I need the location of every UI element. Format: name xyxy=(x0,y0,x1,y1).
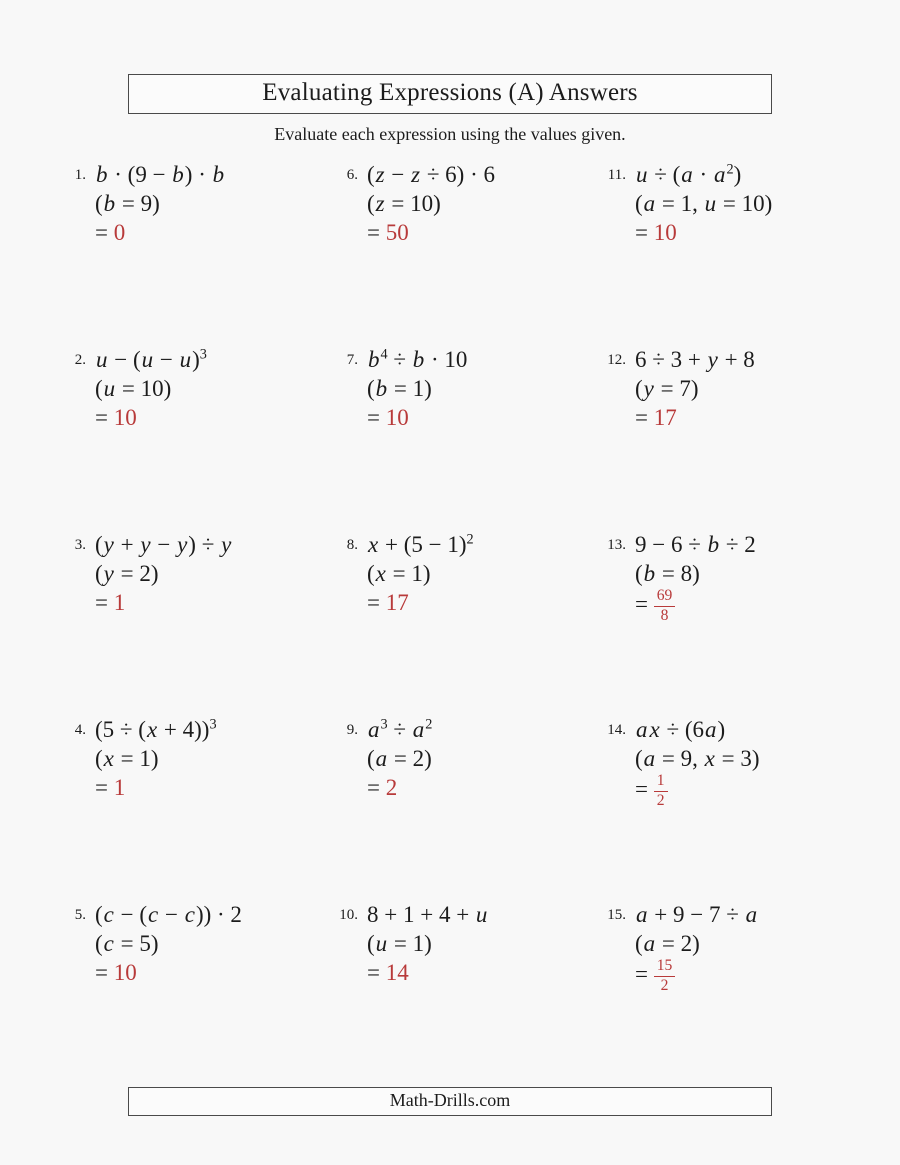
problem-item-6 xyxy=(328,160,596,345)
problems-grid xyxy=(56,160,868,1085)
problem-expression: 6 ÷ 3 + y + 8 xyxy=(635,347,755,372)
problem-given-values: (a = 1, u = 10) xyxy=(635,191,773,216)
problem-body xyxy=(95,530,232,617)
answer-value: 50 xyxy=(385,220,409,245)
problem-given-values: (b = 9) xyxy=(95,191,160,216)
answer-fraction: $\frac{15}{2}$ xyxy=(654,958,676,995)
problem-body xyxy=(367,530,474,617)
problem-item-8 xyxy=(328,530,596,715)
problem-body xyxy=(95,715,217,802)
problem-expression: 8 + 1 + 4 + u xyxy=(367,902,488,927)
problem-given-values: (x = 1) xyxy=(95,746,159,771)
problem-number: 13. xyxy=(607,537,626,553)
problem-expression: $u - (u - u)^3$ xyxy=(96,346,207,372)
problem-expression: (y + y − y) ÷ y xyxy=(95,532,232,557)
answer-value: 17 xyxy=(653,405,677,430)
answer-fraction: $\frac{69}{8}$ xyxy=(654,588,676,625)
problem-expression: $b^4 \div b \cdot 10$ xyxy=(368,346,468,372)
problem-expression: 9 − 6 ÷ b ÷ 2 xyxy=(635,532,756,557)
problem-given-values: (u = 10) xyxy=(95,376,172,401)
answer-value xyxy=(654,957,676,994)
problem-given-values: (u = 1) xyxy=(367,931,432,956)
problem-body xyxy=(95,345,207,432)
answer-value: 1 xyxy=(113,590,126,615)
answer-value: 1 xyxy=(113,775,126,800)
problem-expression: b · (9 − b) · b xyxy=(96,162,225,187)
problem-answer: = 1 xyxy=(95,775,126,800)
problem-item-13 xyxy=(596,530,868,715)
problem-answer: = 2 xyxy=(367,775,398,800)
problem-item-5 xyxy=(56,900,328,1085)
problem-expression: (z − z ÷ 6) · 6 xyxy=(367,162,496,187)
problem-given-values: (a = 2) xyxy=(367,746,432,771)
problem-answer: = 1 xyxy=(95,590,126,615)
answer-value xyxy=(654,587,676,624)
problem-number: 5. xyxy=(74,907,86,923)
problem-given-values: (y = 2) xyxy=(95,561,159,586)
problem-body xyxy=(95,160,225,247)
problem-body xyxy=(635,160,772,247)
problem-item-11 xyxy=(596,160,868,345)
problem-expression: $u \div (a \cdot a^2)$ xyxy=(636,161,742,187)
problem-answer: = 17 xyxy=(367,590,409,615)
problem-answer: = 50 xyxy=(367,220,409,245)
problem-body xyxy=(367,900,488,987)
answer-value: 0 xyxy=(113,220,126,245)
problem-body xyxy=(635,530,756,625)
problem-number: 14. xyxy=(607,722,626,738)
worksheet-instruction: Evaluate each expression using the values given. xyxy=(274,124,626,144)
problem-body xyxy=(635,900,758,995)
answer-value: 17 xyxy=(385,590,409,615)
problem-body xyxy=(635,345,755,432)
problem-answer: = 0 xyxy=(95,220,126,245)
problem-number: 10. xyxy=(339,907,358,923)
problem-expression: (c − (c − c)) · 2 xyxy=(95,902,242,927)
problem-body xyxy=(367,160,495,247)
answer-value: 14 xyxy=(385,960,409,985)
problem-given-values: (a = 9, x = 3) xyxy=(635,746,760,771)
problem-given-values: (a = 2) xyxy=(635,931,700,956)
problem-number: 1. xyxy=(74,167,86,183)
problem-number: 9. xyxy=(346,722,358,738)
problem-item-9 xyxy=(328,715,596,900)
problem-given-values: (z = 10) xyxy=(367,191,441,216)
problem-number: 15. xyxy=(607,907,626,923)
problem-expression: ax ÷ (6a) xyxy=(636,717,726,742)
answer-value xyxy=(654,772,668,809)
answer-value: 10 xyxy=(385,405,409,430)
problem-number: 2. xyxy=(74,352,86,368)
answer-value: 2 xyxy=(385,775,398,800)
problem-given-values: (c = 5) xyxy=(95,931,159,956)
problem-number: 8. xyxy=(346,537,358,553)
problem-item-7 xyxy=(328,345,596,530)
problem-number: 12. xyxy=(607,352,626,368)
answer-value: 10 xyxy=(653,220,677,245)
problem-body xyxy=(635,715,760,810)
problem-item-14 xyxy=(596,715,868,900)
problem-item-4 xyxy=(56,715,328,900)
problem-item-12 xyxy=(596,345,868,530)
problem-expression: $(5 \div (x + 4))^3$ xyxy=(95,716,217,742)
problem-given-values: (y = 7) xyxy=(635,376,699,401)
problem-answer: = 10 xyxy=(95,405,137,430)
problem-item-15 xyxy=(596,900,868,1085)
problem-body xyxy=(95,900,242,987)
problem-answer: = $\frac{15}{2}$ xyxy=(635,958,758,995)
problem-item-2 xyxy=(56,345,328,530)
problem-number: 6. xyxy=(346,167,358,183)
problem-answer: = 17 xyxy=(635,405,677,430)
problem-answer: = $\frac{1}{2}$ xyxy=(635,773,760,810)
problem-expression: $a^3 \div a^2$ xyxy=(368,716,433,742)
problem-body xyxy=(367,715,432,802)
problem-answer: = $\frac{69}{8}$ xyxy=(635,588,756,625)
problem-item-3 xyxy=(56,530,328,715)
problem-expression: $x + (5 - 1)^2$ xyxy=(368,531,474,557)
problem-item-10 xyxy=(328,900,596,1085)
problem-answer: = 10 xyxy=(367,405,409,430)
problem-number: 11. xyxy=(607,167,626,183)
answer-fraction: $\frac{1}{2}$ xyxy=(654,773,668,810)
problem-expression: a + 9 − 7 ÷ a xyxy=(636,902,758,927)
problem-answer: = 10 xyxy=(95,960,137,985)
problem-body xyxy=(367,345,467,432)
problem-given-values: (x = 1) xyxy=(367,561,431,586)
answer-value: 10 xyxy=(113,960,137,985)
problem-given-values: (b = 8) xyxy=(635,561,700,586)
problem-answer: = 10 xyxy=(635,220,677,245)
problem-given-values: (b = 1) xyxy=(367,376,432,401)
problem-item-1 xyxy=(56,160,328,345)
answer-value: 10 xyxy=(113,405,137,430)
footer-site-name: Math-Drills.com xyxy=(128,1087,772,1116)
problem-number: 7. xyxy=(346,352,358,368)
problem-answer: = 14 xyxy=(367,960,409,985)
worksheet-title: Evaluating Expressions (A) Answers xyxy=(128,74,772,114)
problem-number: 4. xyxy=(74,722,86,738)
problem-number: 3. xyxy=(74,537,86,553)
